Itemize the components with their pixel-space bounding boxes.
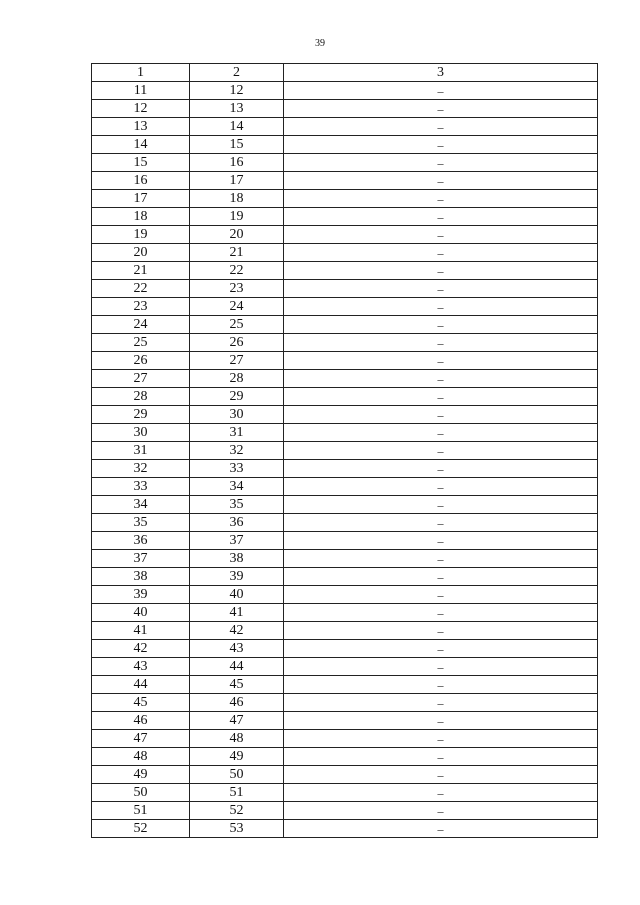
table-cell-col-1: 21 bbox=[92, 262, 190, 280]
table-cell-col-1: 20 bbox=[92, 244, 190, 262]
table-row bbox=[92, 532, 598, 550]
table-row bbox=[92, 442, 598, 460]
table-row bbox=[92, 496, 598, 514]
table-row bbox=[92, 694, 598, 712]
table-cell-col-3: – bbox=[284, 298, 598, 316]
table-cell-col-1: 37 bbox=[92, 550, 190, 568]
table-cell-col-3: – bbox=[284, 604, 598, 622]
table-cell-col-1: 17 bbox=[92, 190, 190, 208]
page-number: 39 bbox=[315, 38, 325, 49]
table-cell-col-3: – bbox=[284, 442, 598, 460]
table-cell-col-2: 22 bbox=[190, 262, 284, 280]
table-cell-col-1: 16 bbox=[92, 172, 190, 190]
table-cell-col-1: 11 bbox=[92, 82, 190, 100]
table-row bbox=[92, 568, 598, 586]
table-cell-col-1: 15 bbox=[92, 154, 190, 172]
table-cell-col-1: 34 bbox=[92, 496, 190, 514]
table-cell-col-3: – bbox=[284, 478, 598, 496]
table-row bbox=[92, 784, 598, 802]
table-cell-col-1: 38 bbox=[92, 568, 190, 586]
header-row bbox=[92, 64, 598, 82]
table-cell-col-2: 50 bbox=[190, 766, 284, 784]
table-cell-col-2: 34 bbox=[190, 478, 284, 496]
table-row bbox=[92, 154, 598, 172]
table-cell-col-1: 40 bbox=[92, 604, 190, 622]
table-cell-col-2: 41 bbox=[190, 604, 284, 622]
table-cell-col-2: 47 bbox=[190, 712, 284, 730]
table-cell-col-1: 52 bbox=[92, 820, 190, 838]
table-cell-col-2: 19 bbox=[190, 208, 284, 226]
table-cell-col-3: – bbox=[284, 406, 598, 424]
table-cell-col-1: 13 bbox=[92, 118, 190, 136]
column-header-3: 3 bbox=[284, 64, 598, 82]
table-cell-col-3: – bbox=[284, 82, 598, 100]
table-cell-col-3: – bbox=[284, 100, 598, 118]
table-cell-col-1: 23 bbox=[92, 298, 190, 316]
table-cell-col-3: – bbox=[284, 208, 598, 226]
table-cell-col-1: 46 bbox=[92, 712, 190, 730]
table-cell-col-2: 18 bbox=[190, 190, 284, 208]
table-cell-col-3: – bbox=[284, 496, 598, 514]
table-cell-col-3: – bbox=[284, 388, 598, 406]
table-cell-col-2: 52 bbox=[190, 802, 284, 820]
table-row bbox=[92, 118, 598, 136]
table-row bbox=[92, 424, 598, 442]
table-row bbox=[92, 190, 598, 208]
table-cell-col-1: 43 bbox=[92, 658, 190, 676]
table-cell-col-1: 24 bbox=[92, 316, 190, 334]
table-row bbox=[92, 514, 598, 532]
table-row bbox=[92, 244, 598, 262]
table-row bbox=[92, 136, 598, 154]
table-cell-col-2: 23 bbox=[190, 280, 284, 298]
table-cell-col-3: – bbox=[284, 658, 598, 676]
table-cell-col-3: – bbox=[284, 370, 598, 388]
table-cell-col-2: 51 bbox=[190, 784, 284, 802]
table-cell-col-3: – bbox=[284, 190, 598, 208]
table-cell-col-2: 29 bbox=[190, 388, 284, 406]
table-cell-col-1: 22 bbox=[92, 280, 190, 298]
table-cell-col-1: 33 bbox=[92, 478, 190, 496]
table-cell-col-2: 20 bbox=[190, 226, 284, 244]
table-cell-col-2: 40 bbox=[190, 586, 284, 604]
table-cell-col-2: 39 bbox=[190, 568, 284, 586]
table-row bbox=[92, 172, 598, 190]
data-table bbox=[91, 63, 598, 838]
table-cell-col-1: 12 bbox=[92, 100, 190, 118]
table-cell-col-3: – bbox=[284, 424, 598, 442]
table-cell-col-2: 13 bbox=[190, 100, 284, 118]
table-cell-col-1: 18 bbox=[92, 208, 190, 226]
table-cell-col-3: – bbox=[284, 136, 598, 154]
table-body bbox=[92, 82, 598, 838]
table-cell-col-2: 28 bbox=[190, 370, 284, 388]
table-row bbox=[92, 298, 598, 316]
table-cell-col-1: 27 bbox=[92, 370, 190, 388]
table-cell-col-2: 33 bbox=[190, 460, 284, 478]
table-cell-col-3: – bbox=[284, 640, 598, 658]
table-cell-col-1: 41 bbox=[92, 622, 190, 640]
table-cell-col-3: – bbox=[284, 694, 598, 712]
table-cell-col-1: 42 bbox=[92, 640, 190, 658]
table-cell-col-1: 30 bbox=[92, 424, 190, 442]
table-row bbox=[92, 622, 598, 640]
table-cell-col-2: 49 bbox=[190, 748, 284, 766]
table-row bbox=[92, 748, 598, 766]
table-cell-col-2: 43 bbox=[190, 640, 284, 658]
table-row bbox=[92, 478, 598, 496]
table-row bbox=[92, 388, 598, 406]
table-cell-col-2: 42 bbox=[190, 622, 284, 640]
table-cell-col-2: 26 bbox=[190, 334, 284, 352]
table-row bbox=[92, 820, 598, 838]
table-cell-col-3: – bbox=[284, 802, 598, 820]
table-cell-col-3: – bbox=[284, 226, 598, 244]
table-cell-col-3: – bbox=[284, 262, 598, 280]
table-row bbox=[92, 658, 598, 676]
table-cell-col-3: – bbox=[284, 118, 598, 136]
table-cell-col-2: 27 bbox=[190, 352, 284, 370]
table-row bbox=[92, 550, 598, 568]
column-header-1: 1 bbox=[92, 64, 190, 82]
table-cell-col-3: – bbox=[284, 730, 598, 748]
table-cell-col-3: – bbox=[284, 316, 598, 334]
table-cell-col-3: – bbox=[284, 550, 598, 568]
table-cell-col-3: – bbox=[284, 820, 598, 838]
column-header-2: 2 bbox=[190, 64, 284, 82]
table-cell-col-2: 53 bbox=[190, 820, 284, 838]
table-row bbox=[92, 586, 598, 604]
table-cell-col-3: – bbox=[284, 154, 598, 172]
table-row bbox=[92, 730, 598, 748]
table-cell-col-2: 17 bbox=[190, 172, 284, 190]
table-cell-col-1: 48 bbox=[92, 748, 190, 766]
table-cell-col-1: 36 bbox=[92, 532, 190, 550]
table-cell-col-1: 14 bbox=[92, 136, 190, 154]
table-cell-col-2: 31 bbox=[190, 424, 284, 442]
table-row bbox=[92, 604, 598, 622]
table-cell-col-2: 15 bbox=[190, 136, 284, 154]
table-cell-col-1: 51 bbox=[92, 802, 190, 820]
table-row bbox=[92, 370, 598, 388]
table-cell-col-1: 29 bbox=[92, 406, 190, 424]
table-cell-col-3: – bbox=[284, 568, 598, 586]
table-cell-col-3: – bbox=[284, 514, 598, 532]
table-row bbox=[92, 352, 598, 370]
table-cell-col-1: 26 bbox=[92, 352, 190, 370]
table-cell-col-3: – bbox=[284, 784, 598, 802]
table-cell-col-2: 35 bbox=[190, 496, 284, 514]
table-cell-col-3: – bbox=[284, 334, 598, 352]
table-cell-col-1: 28 bbox=[92, 388, 190, 406]
table-cell-col-1: 50 bbox=[92, 784, 190, 802]
table-cell-col-1: 19 bbox=[92, 226, 190, 244]
table-row bbox=[92, 766, 598, 784]
table-row bbox=[92, 802, 598, 820]
table-cell-col-3: – bbox=[284, 766, 598, 784]
table-cell-col-2: 30 bbox=[190, 406, 284, 424]
table-row bbox=[92, 316, 598, 334]
table-cell-col-3: – bbox=[284, 676, 598, 694]
table-cell-col-1: 31 bbox=[92, 442, 190, 460]
table-cell-col-2: 12 bbox=[190, 82, 284, 100]
table-row bbox=[92, 226, 598, 244]
table-cell-col-2: 14 bbox=[190, 118, 284, 136]
table-cell-col-2: 44 bbox=[190, 658, 284, 676]
table-cell-col-3: – bbox=[284, 586, 598, 604]
table-cell-col-2: 36 bbox=[190, 514, 284, 532]
table-row bbox=[92, 208, 598, 226]
table-cell-col-2: 45 bbox=[190, 676, 284, 694]
table-cell-col-2: 24 bbox=[190, 298, 284, 316]
table-row bbox=[92, 460, 598, 478]
table-cell-col-2: 25 bbox=[190, 316, 284, 334]
table-row bbox=[92, 280, 598, 298]
table-cell-col-1: 45 bbox=[92, 694, 190, 712]
table-cell-col-3: – bbox=[284, 280, 598, 298]
table-cell-col-3: – bbox=[284, 172, 598, 190]
table-row bbox=[92, 676, 598, 694]
table-cell-col-2: 46 bbox=[190, 694, 284, 712]
table-cell-col-3: – bbox=[284, 244, 598, 262]
table-cell-col-3: – bbox=[284, 748, 598, 766]
table-cell-col-3: – bbox=[284, 460, 598, 478]
table-cell-col-1: 44 bbox=[92, 676, 190, 694]
table-cell-col-3: – bbox=[284, 352, 598, 370]
table-row bbox=[92, 100, 598, 118]
table-cell-col-1: 49 bbox=[92, 766, 190, 784]
table-cell-col-2: 38 bbox=[190, 550, 284, 568]
table-row bbox=[92, 712, 598, 730]
table-cell-col-1: 32 bbox=[92, 460, 190, 478]
table-cell-col-2: 16 bbox=[190, 154, 284, 172]
table-cell-col-1: 47 bbox=[92, 730, 190, 748]
table-row bbox=[92, 262, 598, 280]
table-cell-col-1: 35 bbox=[92, 514, 190, 532]
table-cell-col-1: 39 bbox=[92, 586, 190, 604]
table-cell-col-2: 37 bbox=[190, 532, 284, 550]
table-cell-col-2: 32 bbox=[190, 442, 284, 460]
table-cell-col-3: – bbox=[284, 712, 598, 730]
table-cell-col-2: 21 bbox=[190, 244, 284, 262]
table-row bbox=[92, 406, 598, 424]
table-row bbox=[92, 640, 598, 658]
table-row bbox=[92, 334, 598, 352]
table-cell-col-1: 25 bbox=[92, 334, 190, 352]
table-row bbox=[92, 82, 598, 100]
table-cell-col-3: – bbox=[284, 622, 598, 640]
table-cell-col-2: 48 bbox=[190, 730, 284, 748]
table-cell-col-3: – bbox=[284, 532, 598, 550]
